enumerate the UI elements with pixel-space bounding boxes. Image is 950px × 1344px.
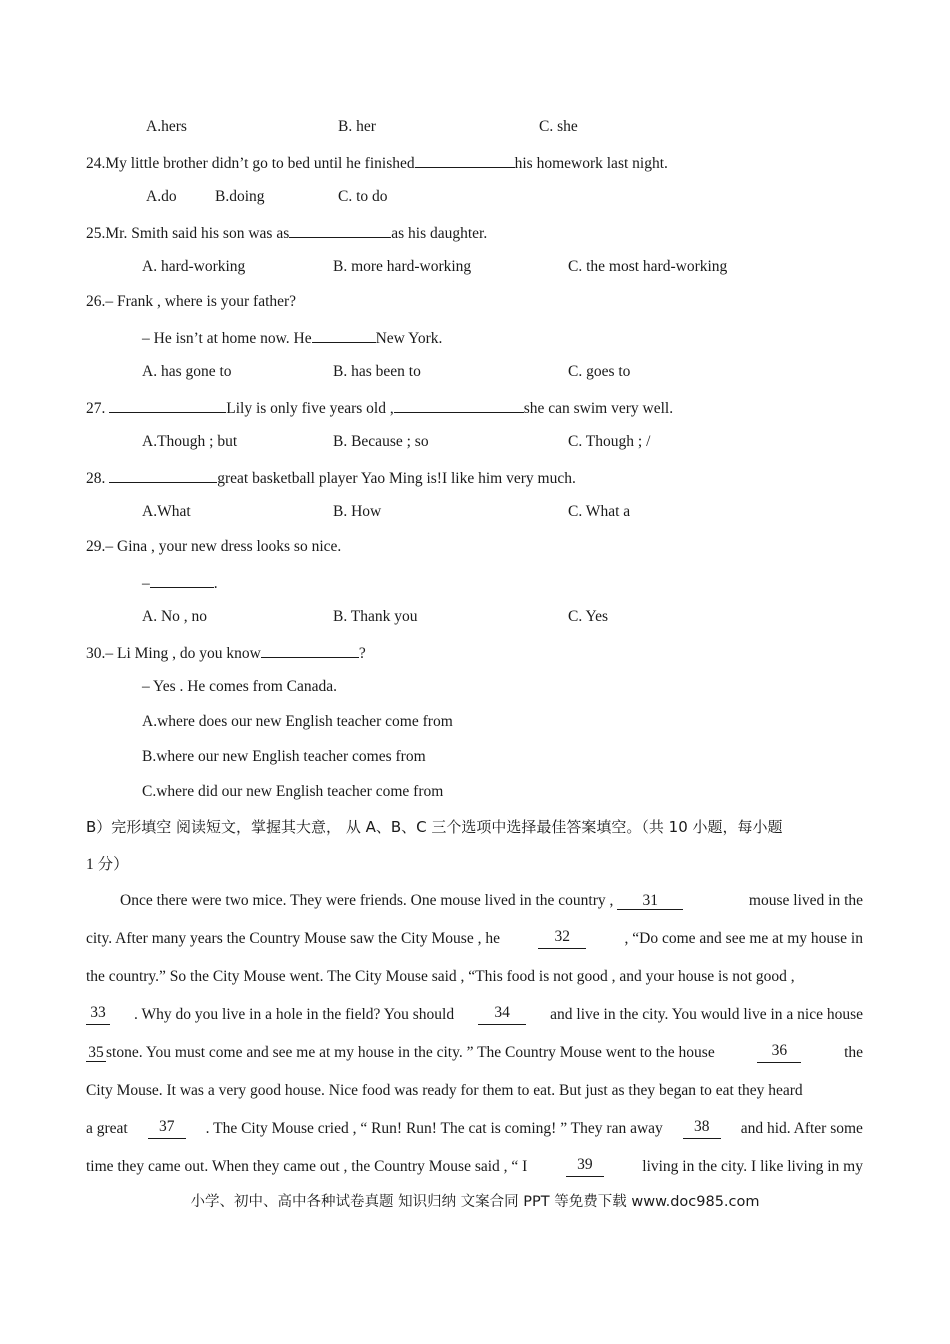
passage-text: time they came out. When they came out , the Country Mouse said , “ I — [86, 1158, 528, 1175]
section-b-instructions-cont: 1 分） — [86, 856, 129, 873]
q25-text-after: as his daughter. — [391, 225, 488, 242]
blank-37: 37 — [148, 1119, 186, 1139]
passage-text: Once there were two mice. They were friends. One mouse lived in the country , — [120, 892, 614, 909]
question-28 — [86, 467, 576, 489]
answer-blank — [312, 327, 376, 343]
passage-text: the — [844, 1044, 863, 1061]
answer-blank — [261, 642, 359, 658]
answer-blank — [394, 397, 524, 413]
page-footer: 小学、初中、高中各种试卷真题 知识归纳 文案合同 PPT 等免费下载 www.doc985.com — [190, 1194, 760, 1210]
passage-line-7 — [86, 1119, 863, 1139]
passage-text: , “Do come and see me at my house in — [624, 930, 863, 947]
q25-option-b: B. more hard-working — [333, 258, 472, 275]
q27-text-after: she can swim very well. — [523, 400, 674, 417]
q27-option-b: B. Because ; so — [333, 433, 429, 450]
q23-option-c: C. she — [539, 118, 578, 135]
blank-34: 34 — [478, 1005, 526, 1025]
q29-period: . — [213, 575, 218, 592]
q30-option-c: C.where did our new English teacher come from — [142, 783, 444, 800]
passage-line-3: the country.” So the City Mouse went. The City Mouse said , “This food is not good , and your house is not good , — [86, 968, 795, 985]
q23-option-a: A.hers — [146, 118, 187, 135]
passage-text: . The City Mouse cried , “ Run! Run! The cat is coming! ” They ran away — [205, 1120, 663, 1137]
blank-39: 39 — [566, 1157, 604, 1177]
question-29: 29.– Gina , your new dress looks so nice. — [86, 538, 342, 555]
q29-dash: – — [142, 575, 150, 592]
q26-option-a: A. has gone to — [142, 363, 232, 380]
q28-text-after: great basketball player Yao Ming is!I like him very much. — [217, 470, 576, 487]
passage-text: living in the city. I like living in my — [642, 1158, 863, 1175]
section-b-instructions: B）完形填空 阅读短文，掌握其大意， 从 A、B、C 三个选项中选择最佳答案填空。（共 10 小题，每小题 — [86, 818, 783, 836]
q30-option-b: B.where our new English teacher comes from — [142, 748, 426, 765]
answer-blank — [109, 397, 226, 413]
q29-option-a: A. No , no — [142, 608, 208, 625]
q26-reply-before: – He isn’t at home now. He — [142, 330, 312, 347]
q25-text-before: 25.Mr. Smith said his son was as — [86, 225, 290, 242]
passage-line-8 — [86, 1157, 863, 1177]
blank-38: 38 — [683, 1119, 721, 1139]
q28-number: 28. — [86, 470, 110, 487]
q29-option-c: C. Yes — [568, 608, 609, 625]
blank-31: 31 — [617, 893, 683, 910]
q30-option-a: A.where does our new English teacher come from — [142, 713, 453, 730]
q30-text-before: 30.– Li Ming , do you know — [86, 645, 261, 662]
q26-reply — [142, 327, 442, 349]
q24-text-after: his homework last night. — [514, 155, 668, 172]
q25-option-a: A. hard-working — [142, 258, 246, 275]
q24-option-c: C. to do — [338, 188, 388, 205]
blank-33: 33 — [86, 1005, 110, 1025]
q27-option-c: C. Though ; / — [568, 433, 651, 450]
q30-text-after: ? — [358, 645, 366, 662]
q28-option-a: A.What — [142, 503, 191, 520]
q26-option-c: C. goes to — [568, 363, 631, 380]
passage-line-1 — [120, 891, 863, 911]
passage-text: city. After many years the Country Mouse saw the City Mouse , he — [86, 930, 500, 947]
passage-text: mouse lived in the — [748, 892, 863, 909]
q29-option-b: B. Thank you — [333, 608, 418, 625]
passage-text: and hid. After some — [740, 1120, 863, 1137]
q27-number: 27. — [86, 400, 110, 417]
answer-blank — [150, 572, 214, 588]
question-24 — [86, 152, 668, 174]
question-26: 26.– Frank , where is your father? — [86, 293, 297, 310]
passage-text: a great — [86, 1120, 128, 1137]
blank-32: 32 — [538, 929, 586, 949]
q24-option-b: B.doing — [215, 188, 265, 205]
answer-blank — [109, 467, 217, 483]
q28-option-c: C. What a — [568, 503, 631, 520]
passage-text: . Why do you live in a hole in the field? You should — [134, 1006, 455, 1023]
q24-option-a: A.do — [146, 188, 177, 205]
q25-option-c: C. the most hard-working — [568, 258, 728, 275]
passage-line-5 — [86, 1043, 863, 1063]
question-30 — [86, 642, 366, 664]
q27-option-a: A.Though ; but — [142, 433, 238, 450]
answer-blank — [289, 222, 391, 238]
q27-text-mid: Lily is only five years old , — [226, 400, 394, 417]
q29-reply — [142, 572, 218, 594]
question-25 — [86, 222, 487, 244]
q23-option-b: B. her — [338, 118, 376, 135]
q28-option-b: B. How — [333, 503, 382, 520]
q24-text-before: 24.My little brother didn’t go to bed until he finished — [86, 155, 415, 172]
question-27 — [86, 397, 673, 419]
blank-36: 36 — [757, 1043, 801, 1063]
passage-text: and live in the city. You would live in a nice house — [550, 1006, 863, 1023]
q30-reply: – Yes . He comes from Canada. — [142, 678, 338, 695]
blank-35: 35 — [86, 1045, 106, 1062]
passage-text: stone. You must come and see me at my house in the city. ” The Country Mouse went to the house — [106, 1044, 715, 1061]
passage-line-6: City Mouse. It was a very good house. Nice food was ready for them to eat. But just as they began to eat they heard — [86, 1082, 803, 1099]
passage-line-4 — [86, 1005, 863, 1025]
q26-option-b: B. has been to — [333, 363, 421, 380]
q26-reply-after: New York. — [375, 330, 443, 347]
answer-blank — [415, 152, 515, 168]
passage-line-2 — [86, 929, 863, 949]
